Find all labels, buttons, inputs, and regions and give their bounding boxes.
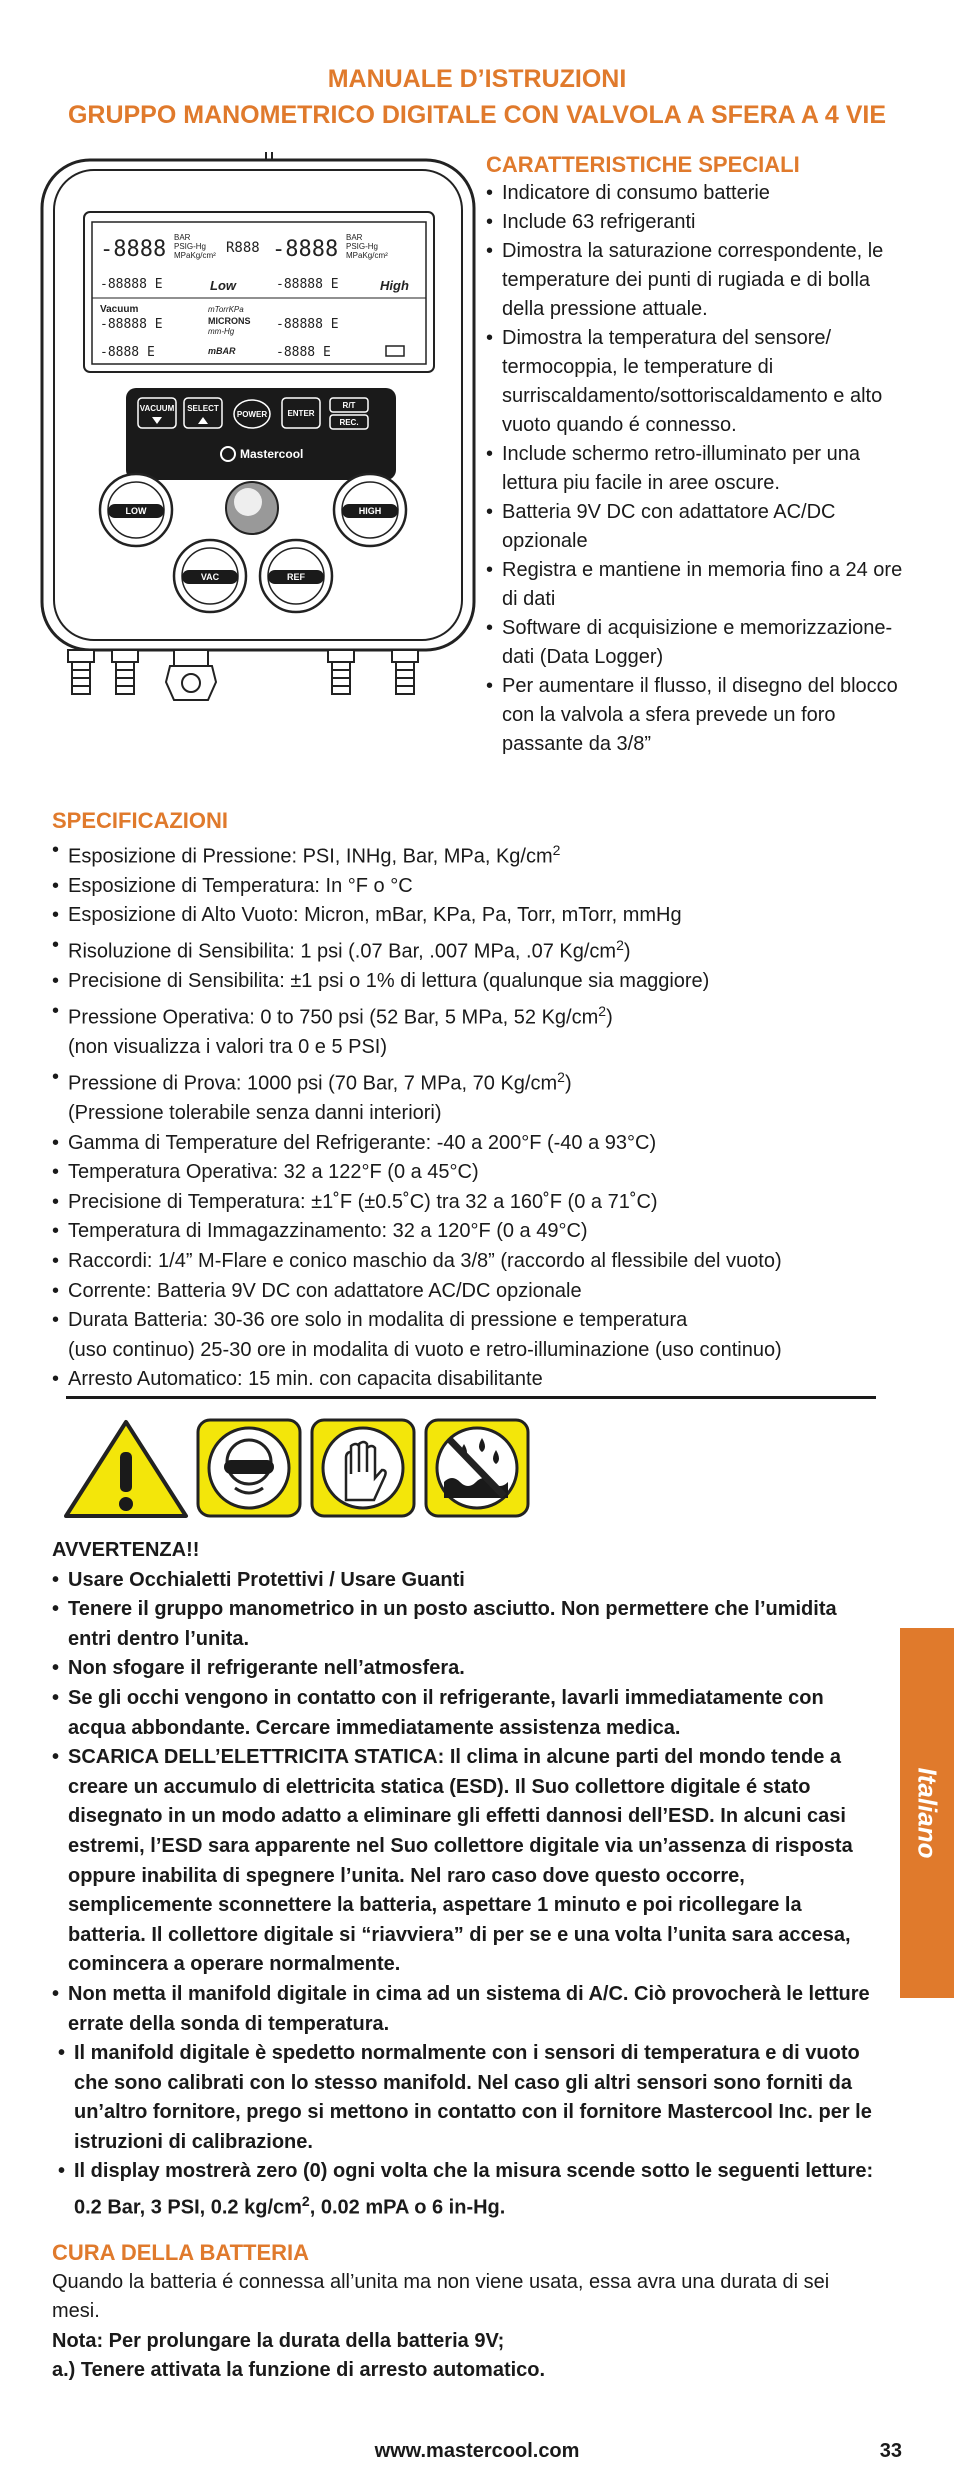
vac-knob-label: VAC — [200, 572, 220, 582]
warning-item: • Il manifold digitale è spedetto normalmente con i sensori di temperatura e di vuoto che sono calibrati con lo stesso manifold. Nel caso gli altri sensori sono forniti da un’altro fornitore, prego si mettono in contatto con il fornitore Mastercool Inc. per le istruzioni di calibrazione. — [52, 2039, 882, 2157]
special-features-list — [486, 179, 906, 759]
spec-item: • Gamma di Temperature del Refrigerante: -40 a 200°F (-40 a 93°C) — [52, 1129, 892, 1159]
feature-item: • Software di acquisizione e memorizzazione-dati (Data Logger) — [486, 614, 906, 672]
brand-label: Mastercool — [240, 447, 304, 461]
spec-item: • Esposizione di Temperatura: In °F o °C — [52, 872, 892, 902]
battery-care-note: Nota: Per prolungare la durata della batteria 9V; — [52, 2329, 505, 2352]
spec-item: • Corrente: Batteria 9V DC con adattatore AC/DC opzionale — [52, 1277, 892, 1307]
svg-text:PSIG-Hg: PSIG-Hg — [346, 242, 379, 251]
enter-button-label: ENTER — [287, 409, 315, 418]
safety-signs — [62, 1418, 562, 1518]
manual-title: MANUALE D’ISTRUZIONI — [327, 65, 627, 93]
feature-item: • Dimostra la temperatura del sensore/ termocoppia, le temperature di surriscaldamento/sottoriscaldamento e alto vuoto quando é connesso. — [486, 324, 906, 440]
warning-heading: AVVERTENZA!! — [52, 1539, 200, 1561]
svg-text:BAR: BAR — [174, 233, 191, 242]
rt-button-label: R/T — [342, 401, 356, 410]
svg-text:-8888: -8888 — [100, 237, 167, 262]
language-side-tab-label: Italiano — [912, 1767, 943, 1859]
svg-text:-88888 E: -88888 E — [276, 317, 339, 332]
warning-section — [52, 1536, 882, 2223]
ref-knob-label: REF — [287, 572, 305, 582]
spec-item: • Temperatura Operativa: 32 a 122°F (0 a 45°C) — [52, 1158, 892, 1188]
lcd-low-label: Low — [210, 278, 236, 293]
language-side-tab — [900, 1628, 954, 1998]
feature-item: • Dimostra la saturazione correspondente, le temperature dei punti di rugiada e di bolla della pressione attuale. — [486, 237, 906, 324]
section-divider — [66, 1396, 876, 1399]
warning-item: • Tenere il gruppo manometrico in un posto asciutto. Non permettere che l’umidita entri dentro l’unita. — [52, 1595, 882, 1654]
safety-goggles-icon — [198, 1420, 300, 1516]
feature-item: • Registra e mantiene in memoria fino a 24 ore di dati — [486, 556, 906, 614]
spec-item: • Esposizione di Alto Vuoto: Micron, mBar, KPa, Pa, Torr, mTorr, mmHg — [52, 901, 892, 931]
vacuum-button-label: VACUUM — [139, 404, 175, 413]
specifications-heading: SPECIFICAZIONI — [52, 808, 229, 833]
rec-button-label: REC. — [339, 418, 359, 427]
spec-item: • Arresto Automatico: 15 min. con capacita disabilitante — [52, 1365, 892, 1395]
safety-gloves-icon — [312, 1420, 414, 1516]
svg-text:-88888 E: -88888 E — [100, 317, 163, 332]
manual-subtitle: GRUPPO MANOMETRICO DIGITALE CON VALVOLA A SFERA A 4 VIE — [67, 101, 887, 129]
spec-item: • Precisione di Temperatura: ±1˚F (±0.5˚C) tra 32 a 160˚F (0 a 71˚C) — [52, 1188, 892, 1218]
footer-url: www.mastercool.com — [374, 2440, 580, 2462]
svg-text:MPaKg/cm²: MPaKg/cm² — [346, 251, 388, 260]
spec-item: • Pressione di Prova: 1000 psi (70 Bar, 7 MPa, 70 $Kg/cm^2$) (Pressione tolerabile senza danni interiori) — [52, 1063, 892, 1129]
battery-care-body: Quando la batteria é connessa all’unita ma non viene usata, essa avra una durata di sei mesi. — [52, 2270, 830, 2323]
battery-care-tip: a.) Tenere attivata la funzione di arresto automatico. — [52, 2359, 546, 2382]
warning-item: • Se gli occhi vengono in contatto con il refrigerante, lavarli immediatamente con acqua abbondante. Cercare immediatamente assistenza medica. — [52, 1684, 882, 1743]
lcd-vacuum-label: Vacuum — [100, 304, 139, 315]
page-number: 33 — [879, 2440, 902, 2462]
svg-text:mTorrKPa: mTorrKPa — [208, 305, 244, 314]
warning-list — [52, 1566, 882, 2224]
feature-item: • Indicatore di consumo batterie — [486, 179, 906, 208]
svg-text:-8888: -8888 — [272, 237, 339, 262]
spec-item: • Raccordi: 1/4” M-Flare e conico maschio da 3/8” (raccordo al flessibile del vuoto) — [52, 1247, 892, 1277]
warning-item: • Non metta il manifold digitale in cima ad un sistema di A/C. Ciò provocherà le letture errate della sonda di temperatura. — [52, 1980, 882, 2039]
lcd-microns-label: MICRONS — [208, 316, 251, 326]
svg-text:mBAR: mBAR — [208, 346, 236, 356]
specifications-section — [52, 806, 892, 1395]
svg-text:BAR: BAR — [346, 233, 363, 242]
spec-item: • Precisione di Sensibilita: ±1 psi o 1% di lettura (qualunque sia maggiore) — [52, 967, 892, 997]
power-button-label: POWER — [236, 410, 268, 419]
svg-text:-8888 E: -8888 E — [276, 345, 331, 360]
svg-text:R888: R888 — [226, 240, 260, 256]
special-features-section — [486, 150, 906, 759]
feature-item: • Include 63 refrigeranti — [486, 208, 906, 237]
feature-item: • Per aumentare il flusso, il disegno del blocco con la valvola a sfera prevede un foro passante da 3/8” — [486, 672, 906, 759]
low-knob-label: LOW — [125, 506, 147, 516]
no-water-icon — [426, 1420, 528, 1516]
specifications-list — [52, 836, 892, 1395]
feature-item: • Include schermo retro-illuminato per una lettura piu facile in aree oscure. — [486, 440, 906, 498]
lcd-high-label: High — [380, 278, 409, 293]
spec-item: • Durata Batteria: 30-36 ore solo in modalita di pressione e temperatura (uso continuo) 25-30 ore in modalita di vuoto e retro-illuminazione (uso continuo) — [52, 1306, 892, 1365]
spec-item: • Risoluzione di Sensibilita: 1 psi (.07 Bar, .007 MPa, .07 $Kg/cm^2$) — [52, 931, 892, 967]
select-button-label: SELECT — [187, 404, 219, 413]
warning-triangle-icon — [66, 1422, 186, 1516]
svg-text:-88888 E: -88888 E — [276, 277, 339, 292]
svg-text:mm-Hg: mm-Hg — [208, 327, 235, 336]
spec-item: • Esposizione di Pressione: PSI, INHg, Bar, MPa, $Kg/cm^2$ — [52, 836, 892, 872]
high-knob-label: HIGH — [358, 506, 382, 516]
warning-item: • Non sfogare il refrigerante nell’atmosfera. — [52, 1654, 882, 1684]
svg-text:MPaKg/cm²: MPaKg/cm² — [174, 251, 216, 260]
warning-item: • SCARICA DELL’ELETTRICITA STATICA: Il clima in alcune parti del mondo tende a creare un accumulo di elettricita statica (ESD). Il Suo collettore digitale é stato disegnato in un modo adatto a eliminare gli effetti dannosi dell’ESD. In alcuni casi estremi, l’ESD sara apparente nel Suo collettore digitale via un’assenza di risposta oppure inabilita di spegnere l’unita. Nel raro caso dove questo occorre, semplicemente sconnettere la batteria, aspettare 1 minuto e poi ricollegare la batteria. Il collettore digitale si “riavviera” di per se e una volta l’unita sara accesa, comincera a operare normalmente. — [52, 1743, 882, 1980]
battery-care-heading: CURA DELLA BATTERIA — [52, 2240, 310, 2265]
battery-care-section — [52, 2238, 882, 2386]
feature-item: • Batteria 9V DC con adattatore AC/DC opzionale — [486, 498, 906, 556]
svg-text:PSIG-Hg: PSIG-Hg — [174, 242, 207, 251]
warning-item: • Usare Occhialetti Protettivi / Usare Guanti — [52, 1566, 882, 1596]
manifold-device-illustration — [40, 152, 480, 712]
special-features-heading: CARATTERISTICHE SPECIALI — [486, 152, 800, 177]
warning-item: • Il display mostrerà zero (0) ogni volta che la misura scende sotto le seguenti letture: 0.2 Bar, 3 PSI, 0.2 $kg/cm^2$, 0.02 mPA o 6 in-Hg. — [52, 2157, 882, 2223]
spec-item: • Pressione Operativa: 0 to 750 psi (52 Bar, 5 MPa, 52 $Kg/cm^2$) (non visualizza i valori tra 0 e 5 PSI) — [52, 997, 892, 1063]
svg-text:-8888 E: -8888 E — [100, 345, 155, 360]
svg-text:-88888 E: -88888 E — [100, 277, 163, 292]
spec-item: • Temperatura di Immagazzinamento: 32 a 120°F (0 a 49°C) — [52, 1217, 892, 1247]
